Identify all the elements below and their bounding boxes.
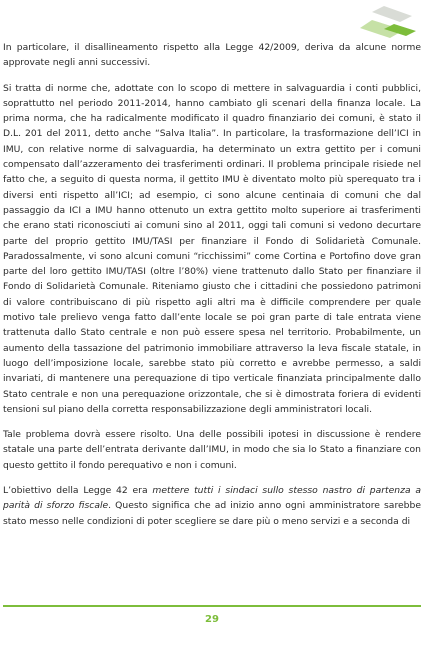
paragraph-4-end: . Questo significa che ad inizio anno ogni amministratore sarebbe stato messo nelle condizioni di poter scegliere se dare più o meno servizi e a seconda di: [3, 500, 421, 527]
footer-divider: [3, 605, 421, 607]
paragraph-2: Si tratta di norme che, adottate con lo scopo di mettere in salvaguardia i conti pubblici, soprattutto nel periodo 2011-2014, hanno cambiato gli scenari della finanza locale. La prima norma, che ha radicalmente modificato il quadro finanziario dei comuni, è stato il D.L. 201 del 2011, detto anche “Salva Italia”. In particolare, la trasformazione dell’ICI in IMU, con relative norme di salvaguardia, ha determinato un extra gettito per i comuni compensato dall’azzeramento dei trasferimenti ordinari. Il problema principale risiede nel fatto che, a seguito di questa norma, il gettito IMU è diventato molto più sperequato tra i diversi enti rispetto all’ICI; ad esempio, ci sono alcune centinaia di comuni che dal passaggio da ICI a IMU hanno ottenuto un extra gettito molto superiore ai trasferimenti che erano stati riconosciuti ai comuni sino al 2011, oggi tali comuni si vedono decurtare parte del proprio gettito IMU/TASI per finanziare il Fondo di Solidarietà Comunale. Paradossalmente, vi sono alcuni comuni “ricchissimi” come Cortina e Portofino dove gran parte del loro gettito IMU/TASI (oltre l’80%) viene trattenuto dallo Stato per finanziare il Fondo di Solidarietà Comunale. Riteniamo giusto che i cittadini che possiedono patrimoni di valore contribuiscano di più rispetto agli altri ma è difficile comprendere per quale motivo tale prelievo venga fatto dall’ente locale se poi gran parte di tale entrata viene trattenuta dallo Stato centrale e non può essere spesa nel territorio. Probabilmente, un aumento della tassazione del patrimonio immobiliare attraverso la leva fiscale statale, in luogo dell’imposizione locale, sarebbe stato più corretto e avrebbe permesso, a saldi invariati, di mantenere una perequazione di tipo verticale finanziata principalmente dallo Stato centrale e non una perequazione orizzontale, che si è dimostrata foriera di evidenti tensioni sul piano della corretta responsabilizzazione degli amministratori locali.: [3, 82, 421, 415]
decorative-logo: [354, 2, 418, 42]
page-number: 29: [205, 614, 219, 625]
paragraph-4: [3, 483, 421, 529]
paragraph-3: Tale problema dovrà essere risolto. Una delle possibili ipotesi in discussione è rendere statale una parte dell’entrata derivante dall’IMU, in modo che sia lo Stato a finanziare con questo gettito il fondo perequativo e non i comuni.: [3, 429, 421, 471]
body-text: [3, 40, 421, 539]
paragraph-4-emphasis: mettere tutti i sindaci sullo stesso nastro di partenza a parità di sforzo fiscale: [3, 485, 421, 512]
paragraph-1: In particolare, il disallineamento rispetto alla Legge 42/2009, deriva da alcune norme approvate negli anni successivi.: [3, 42, 421, 69]
paragraph-4-start: L’obiettivo della Legge 42 era: [3, 485, 153, 497]
